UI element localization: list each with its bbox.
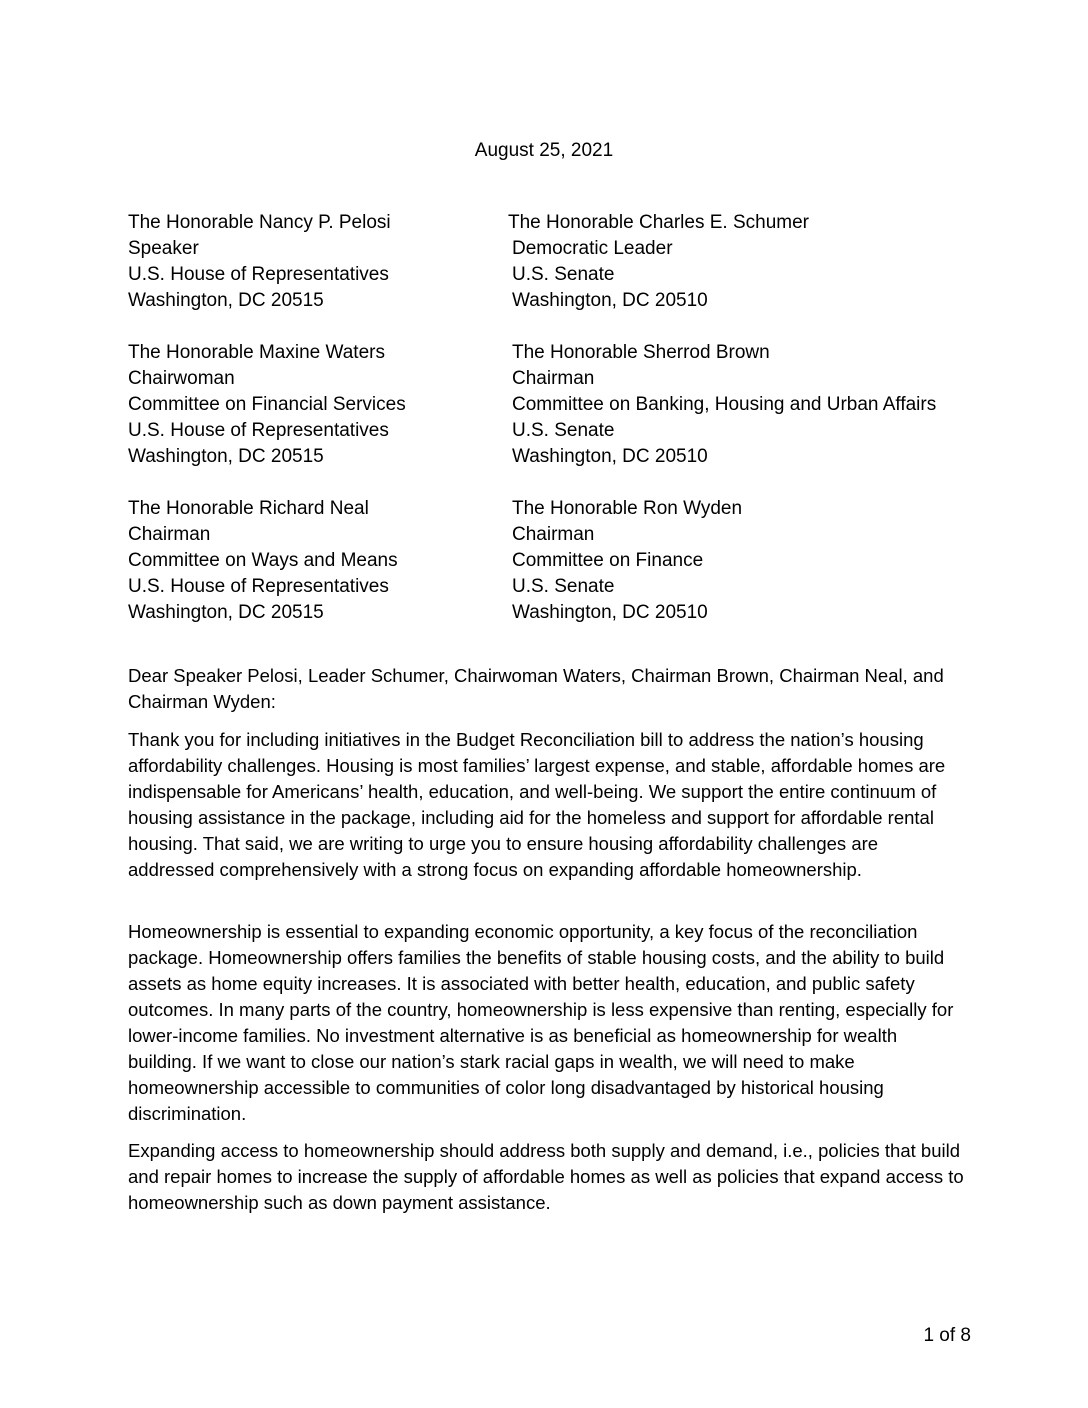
- addressee-name: The Honorable Sherrod Brown: [512, 342, 770, 363]
- addressee-body: U.S. Senate: [512, 576, 615, 597]
- addressee-title: Speaker: [128, 238, 199, 259]
- addressee-name: The Honorable Richard Neal: [128, 498, 369, 519]
- page-number: 1 of 8: [923, 1325, 971, 1346]
- addressee-name: The Honorable Charles E. Schumer: [508, 212, 809, 233]
- addressee-title: Chairman: [512, 368, 595, 389]
- body-paragraph-3: [128, 1138, 964, 1216]
- addressee-city: Washington, DC 20515: [128, 602, 324, 623]
- addressee-committee: Committee on Financial Services: [128, 394, 406, 415]
- addressee-city: Washington, DC 20510: [512, 290, 708, 311]
- addressee-city: Washington, DC 20515: [128, 446, 324, 467]
- paragraph-text: Thank you for including initiatives in the Budget Reconciliation bill to address the nation’s housing affordability challenges. Housing is most families’ largest expense, and stable, affordable homes are indispensable for Americans’ health, education, and well-being. We support the entire continuum of housing assistance in the package, including aid for the homeless and support for affordable rental housing. That said, we are writing to urge you to ensure housing affordability challenges are addressed comprehensively with a strong focus on expanding affordable homeownership.: [128, 729, 946, 880]
- addressee-body: U.S. House of Representatives: [128, 420, 389, 441]
- addressee-name: The Honorable Ron Wyden: [512, 498, 743, 519]
- addressee-name: The Honorable Maxine Waters: [128, 342, 385, 363]
- body-paragraph-2: [128, 919, 964, 1127]
- letter-date: August 25, 2021: [474, 140, 614, 161]
- body-paragraph-1: [128, 727, 964, 883]
- addressee-committee: Committee on Banking, Housing and Urban Affairs: [512, 394, 937, 415]
- addressee-body: U.S. House of Representatives: [128, 264, 389, 285]
- paragraph-text: Expanding access to homeownership should address both supply and demand, i.e., policies that build and repair homes to increase the supply of affordable homes as well as policies that expand access to homeownership such as down payment assistance.: [128, 1140, 964, 1213]
- addressee-committee: Committee on Ways and Means: [128, 550, 398, 571]
- addressee-title: Chairman: [512, 524, 595, 545]
- addressee-wyden: [512, 496, 742, 626]
- salutation: [128, 663, 964, 715]
- addressee-city: Washington, DC 20510: [512, 446, 708, 467]
- addressee-schumer: [508, 210, 809, 314]
- paragraph-text: Homeownership is essential to expanding economic opportunity, a key focus of the reconciliation package. Homeownership offers families the benefits of stable housing costs, and the ability to build assets as home equity increases. It is associated with better health, education, and public safety outcomes. In many parts of the country, homeownership is less expensive than renting, especially for lower-income families. No investment alternative is as beneficial as homeownership for wealth building. If we want to close our nation’s stark racial gaps in wealth, we will need to make homeownership accessible to communities of color long disadvantaged by historical housing discrimination.: [128, 921, 954, 1124]
- addressee-brown: [512, 340, 936, 470]
- addressee-committee: Committee on Finance: [512, 550, 704, 571]
- addressee-body: U.S. Senate: [512, 420, 615, 441]
- salutation-text: Dear Speaker Pelosi, Leader Schumer, Chairwoman Waters, Chairman Brown, Chairman Neal, and Chairman Wyden:: [128, 665, 944, 712]
- addressee-body: U.S. House of Representatives: [128, 576, 389, 597]
- addressee-title: Chairwoman: [128, 368, 235, 389]
- addressee-neal: [128, 496, 398, 626]
- addressee-pelosi: [128, 210, 391, 314]
- addressee-body: U.S. Senate: [512, 264, 615, 285]
- addressee-waters: [128, 340, 406, 470]
- addressee-city: Washington, DC 20515: [128, 290, 324, 311]
- addressee-name: The Honorable Nancy P. Pelosi: [128, 212, 391, 233]
- addressee-title: Democratic Leader: [512, 238, 673, 259]
- addressee-title: Chairman: [128, 524, 211, 545]
- addressee-city: Washington, DC 20510: [512, 602, 708, 623]
